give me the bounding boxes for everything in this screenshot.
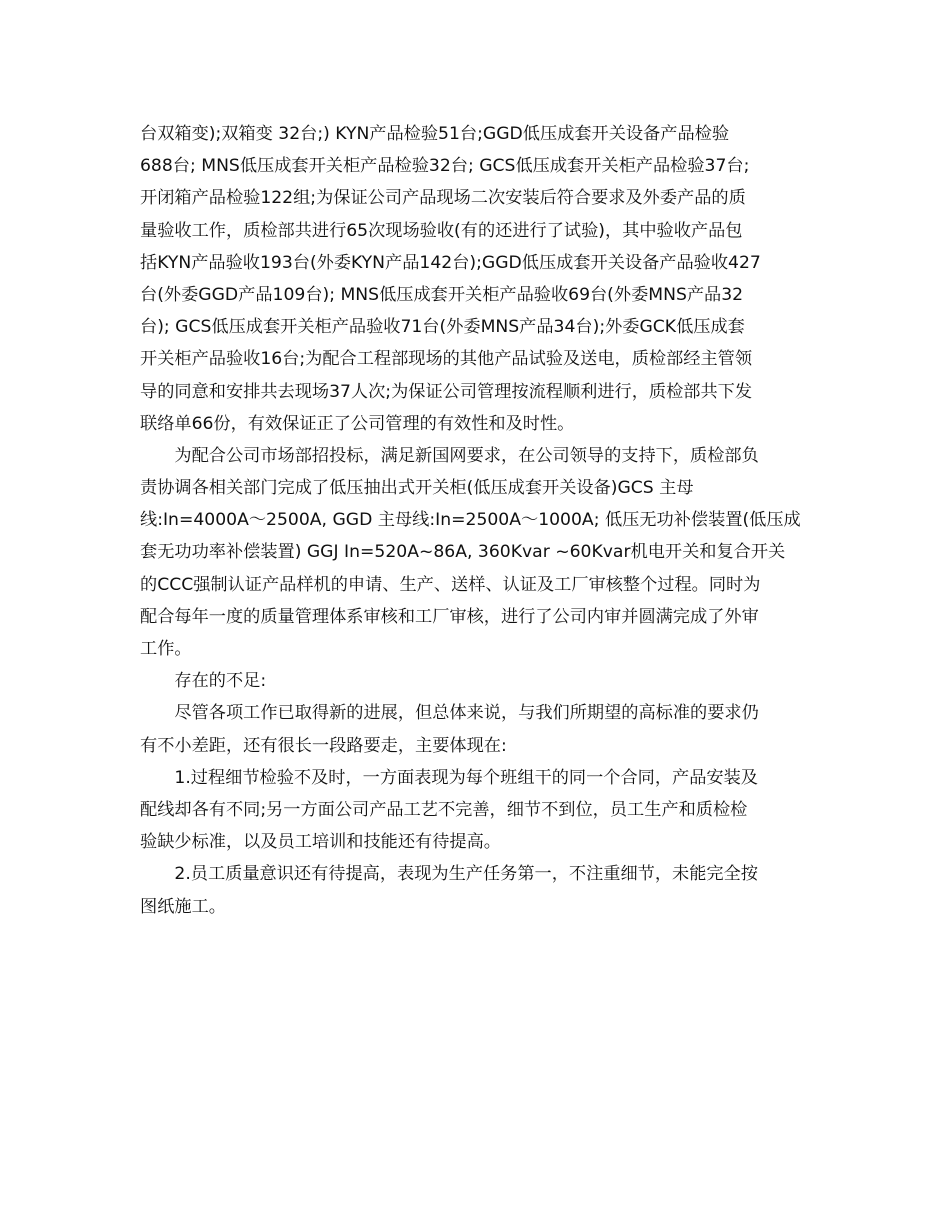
text-line: 套无功功率补偿装置) GGJ In=520A~86A, 360Kvar ~60Kvar机电开关和复合开关 <box>140 542 786 563</box>
text-line: 台双箱变);双箱变 32台;) KYN产品检验51台;GGD低压成套开关设备产品检验 <box>140 124 730 144</box>
text-line: 的CCC强制认证产品样机的申请、生产、送样、认证及工厂审核整个过程。同时为 <box>140 574 761 595</box>
text-line: 台(外委GGD产品109台); MNS低压成套开关柜产品验收69台(外委MNS产品32 <box>140 284 744 305</box>
paragraph <box>140 665 812 697</box>
text-line: 验缺少标准，以及员工培训和技能还有待提高。 <box>140 832 501 853</box>
text-line: 开关柜产品验收16台;为配合工程部现场的其他产品试验及送电，质检部经主管领 <box>140 349 753 370</box>
text-line: 工作。 <box>140 639 192 659</box>
text-line: 1.过程细节检验不及时，一方面表现为每个班组干的同一个合同，产品安装及 <box>174 767 758 788</box>
text-line: 台); GCS低压成套开关柜产品验收71台(外委MNS产品34台);外委GCK低压成套 <box>140 317 745 338</box>
paragraph <box>140 858 812 922</box>
text-line: 尽管各项工作已取得新的进展，但总体来说，与我们所期望的高标准的要求仍 <box>174 703 759 724</box>
text-line: 量验收工作，质检部共进行65次现场验收(有的还进行了试验)，其中验收产品包 <box>140 220 743 241</box>
text-line: 688台; MNS低压成套开关柜产品检验32台; GCS低压成套开关柜产品检验37台; <box>140 156 750 177</box>
paragraph <box>140 118 812 440</box>
paragraph <box>140 440 812 665</box>
text-line: 有不小差距，还有很长一段路要走，主要体现在: <box>140 735 507 756</box>
paragraph <box>140 697 812 761</box>
text-line: 开闭箱产品检验122组;为保证公司产品现场二次安装后符合要求及外委产品的质 <box>140 188 746 209</box>
text-line: 括KYN产品验收193台(外委KYN产品142台);GGD低压成套开关设备产品验收427 <box>140 252 761 273</box>
document-body <box>140 118 812 923</box>
text-line: 存在的不足: <box>174 671 267 692</box>
text-line: 责协调各相关部门完成了低压抽出式开关柜(低压成套开关设备)GCS 主母 <box>140 478 694 499</box>
text-line: 联络单66份，有效保证正了公司管理的有效性和及时性。 <box>140 413 575 434</box>
text-line: 配线却各有不同;另一方面公司产品工艺不完善，细节不到位，员工生产和质检检 <box>140 799 748 820</box>
text-line: 导的同意和安排共去现场37人次;为保证公司管理按流程顺利进行，质检部共下发 <box>140 381 753 402</box>
text-line: 图纸施工。 <box>140 896 226 917</box>
text-line: 配合每年一度的质量管理体系审核和工厂审核，进行了公司内审并圆满完成了外审 <box>140 606 759 627</box>
text-line: 为配合公司市场部招投标，满足新国网要求，在公司领导的支持下，质检部负 <box>174 445 759 466</box>
text-line: 线:In=4000A～2500A, GGD 主母线:In=2500A～1000A; 低压无功补偿装置(低压成 <box>140 510 801 531</box>
text-line: 2.员工质量意识还有待提高，表现为生产任务第一，不注重细节，未能完全按 <box>174 864 758 885</box>
paragraph <box>140 762 812 859</box>
